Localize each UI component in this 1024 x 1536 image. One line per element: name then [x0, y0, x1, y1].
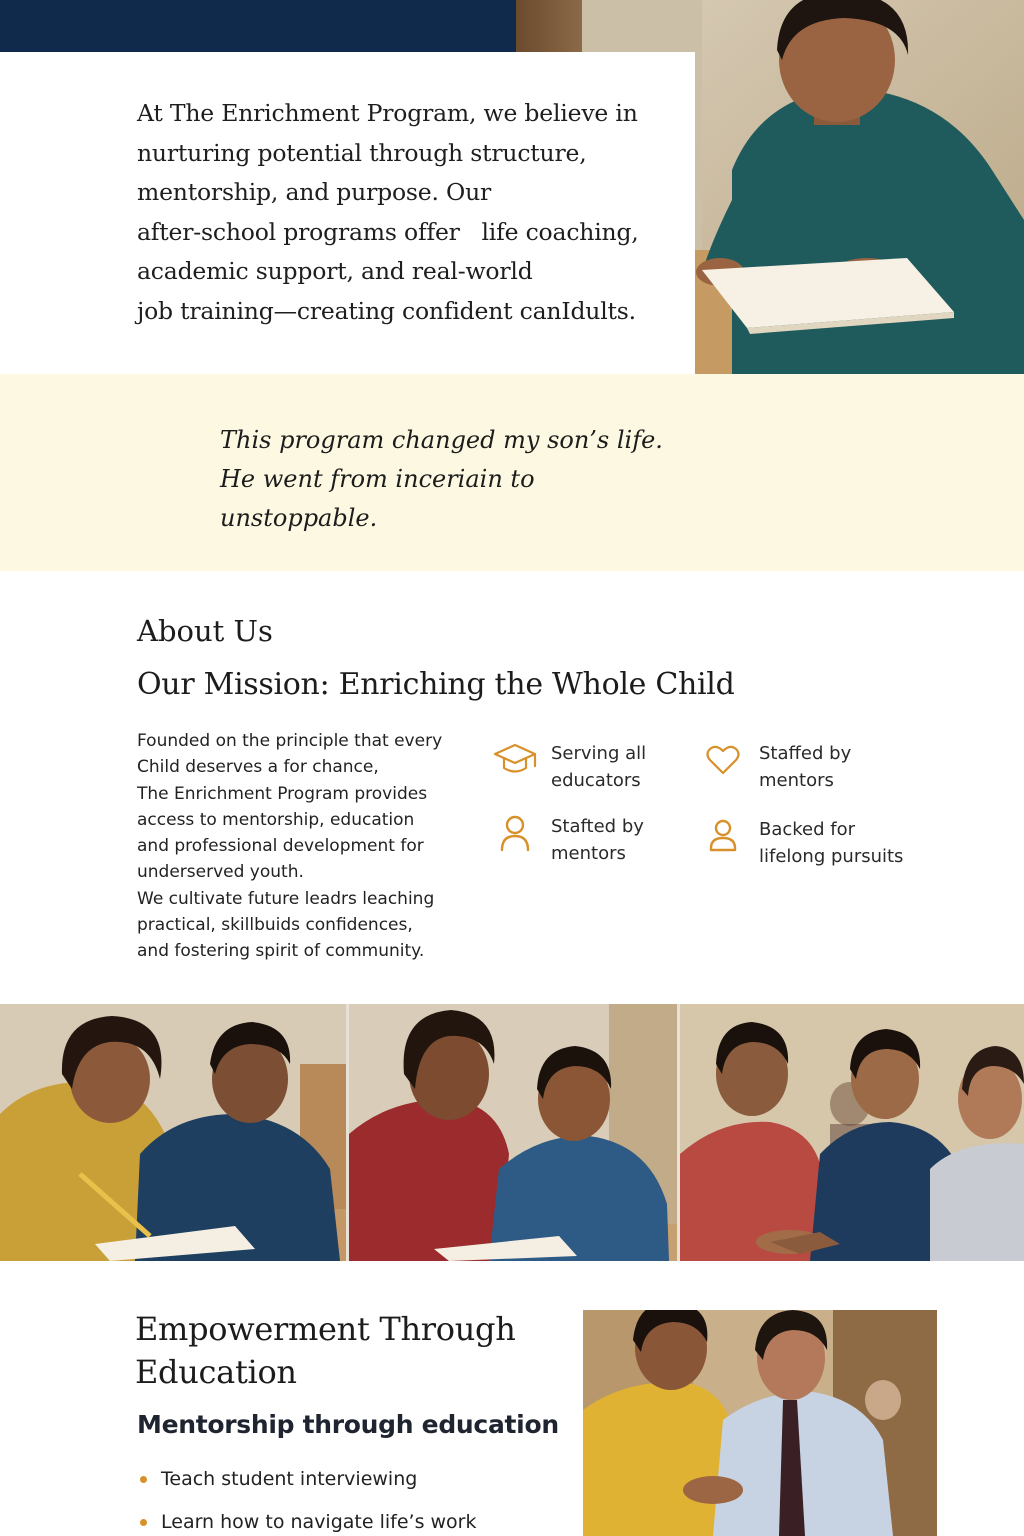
- empowerment-title: [135, 1308, 555, 1394]
- feature-stafted-mentors: [493, 813, 711, 867]
- person-badge-icon: [701, 814, 745, 858]
- bullet-dot: [140, 1476, 147, 1483]
- body-line: and fostering spirit of community.: [137, 941, 425, 962]
- body-line: underserved youth.: [137, 862, 304, 883]
- body-line: practical, skillbuids confidences,: [137, 915, 413, 936]
- photo-mentor-handshake: [583, 1310, 937, 1536]
- feature-line: educators: [551, 770, 641, 791]
- list-item: [137, 1501, 477, 1536]
- body-line: Child deserves a for chance,: [137, 757, 379, 778]
- body-line: access to mentorship, education: [137, 809, 415, 830]
- top-wood-band: [516, 0, 582, 52]
- feature-line: Serving all: [551, 743, 647, 764]
- feature-lifelong-pursuits: [701, 816, 919, 870]
- quote-line: He went from inceriain to: [220, 465, 535, 493]
- photo-mentor-with-student: [349, 1004, 677, 1261]
- feature-staffed-mentors: [701, 740, 919, 794]
- hero-line: academic support, and real-world: [137, 257, 533, 285]
- empowerment-list: [137, 1458, 477, 1536]
- body-line: The Enrichment Program provides: [137, 783, 428, 804]
- heart-icon: [701, 738, 745, 782]
- body-line: Founded on the principle that every: [137, 731, 443, 751]
- hero-line: At The Enrichment Program, we believe in: [137, 99, 638, 127]
- empowerment-subtitle: Mentorship through education: [137, 1410, 559, 1439]
- feature-line: lifelong pursuits: [759, 846, 904, 867]
- list-item: [137, 1458, 477, 1501]
- graduation-cap-icon: [493, 738, 537, 782]
- list-item-text: Teach student interviewing: [161, 1468, 418, 1490]
- feature-line: mentors: [551, 843, 626, 864]
- hero-line: mentorship, and purpose. Our: [137, 178, 492, 206]
- top-navy-band: [0, 0, 516, 52]
- hero-line: job training—creating confident canIdults.: [137, 296, 636, 325]
- person-icon: [493, 811, 537, 855]
- about-body-text: [137, 728, 472, 965]
- photo-students-writing: [0, 1004, 346, 1261]
- feature-line: Stafted by: [551, 816, 644, 837]
- quote-line: unstoppable.: [220, 504, 378, 532]
- quote-line: This program changed my son’s life.: [220, 426, 663, 454]
- title-line: Empowerment Through: [135, 1310, 516, 1348]
- body-line: and professional development for: [137, 836, 424, 857]
- photo-handshake-group: [680, 1004, 1024, 1261]
- body-line: We cultivate future leadrs leaching: [137, 888, 435, 909]
- mission-heading: Our Mission: Enriching the Whole Child: [137, 667, 735, 702]
- hero-intro-text: [137, 94, 657, 331]
- feature-line: Backed for: [759, 819, 856, 840]
- about-eyebrow: About Us: [137, 614, 273, 648]
- feature-line: mentors: [759, 770, 834, 791]
- hero-line: nurturing potential through structure,: [137, 138, 587, 167]
- bullet-dot: [140, 1519, 147, 1526]
- title-line: Education: [135, 1353, 297, 1391]
- list-item-text: Learn how to navigate life’s work: [161, 1511, 477, 1533]
- hero-line: after-school programs offer life coaching,: [137, 217, 639, 246]
- feature-serving-educators: [493, 740, 711, 794]
- testimonial-quote: [220, 421, 740, 538]
- feature-line: Staffed by: [759, 743, 852, 764]
- photo-strip: [0, 1004, 1024, 1261]
